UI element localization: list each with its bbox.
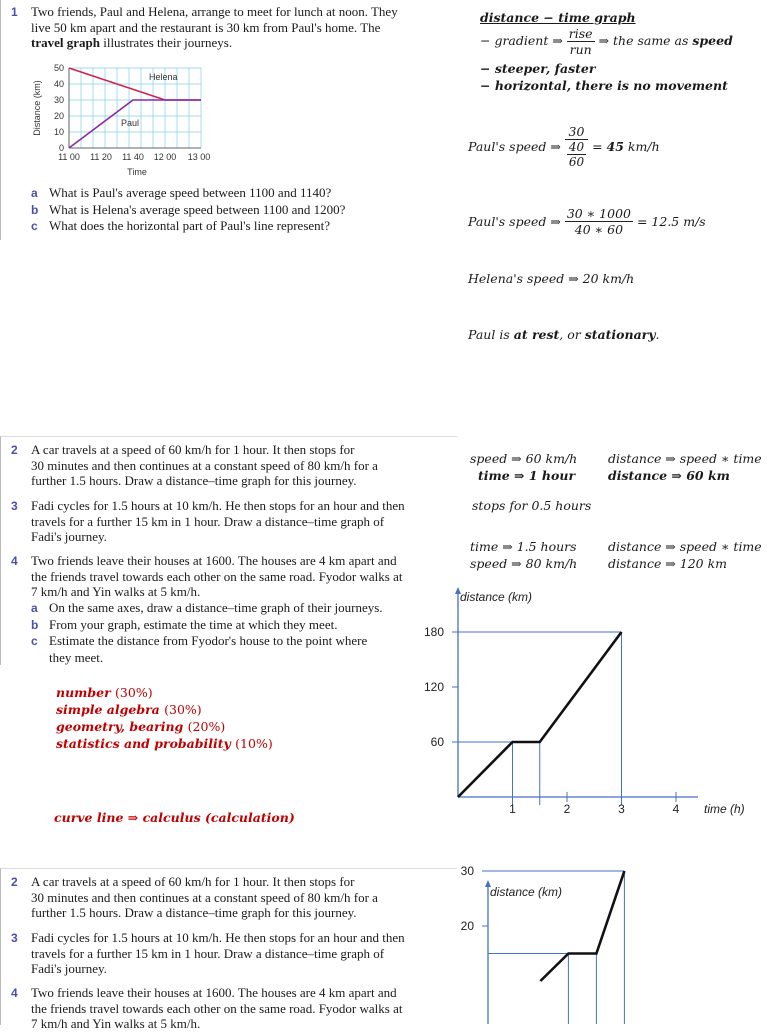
topic-weights [56,684,273,752]
question-3-text: Fadi cycles for 1.5 hours at 10 km/h. He then stops for an hour and then travels for a further 15 km in 1 hour. Draw a distance–time graph of Fadi's journey. [31,930,405,976]
paul-speed-kmh: Paul's speed ⇒ $\frac{30}{\frac{40}{60}}$ = 45 km/h [468,124,660,169]
questions-2-4-repeat [0,868,457,1031]
list-item: simple algebra (30%) [56,702,202,717]
list-item: c Estimate the distance from Fyodor's house to the point where [31,633,368,648]
y-tick-label: 40 [53,79,64,89]
paul-speed-ms: Paul's speed ⇒ $\frac{30 ∗ 1000}{40 ∗ 60}$ = 12.5 m/s [468,206,706,237]
question-number: 4 [11,986,18,1000]
fadi-distance-time-graph [440,864,768,1024]
x-axis-label: Time [127,167,147,177]
x-tick-label: 1 [509,802,516,816]
notes-panel-2 [460,448,766,578]
car-distance-time-graph [410,585,768,825]
question-number: 3 [11,931,18,945]
x-axis-label: time (h) [704,802,745,816]
question-4-text: Two friends leave their houses at 1600. The houses are 4 km apart and the friends travel towards each other on the same road. Fyodor walks at 7 km/h and Yin walks at 5 km/h. [31,985,403,1031]
x-tick-label: 11 20 [90,152,112,162]
notes-panel-1 [466,0,766,360]
x-tick-label: 12 00 [153,152,177,162]
y-tick-label: 120 [423,680,444,694]
question-text: Two friends, Paul and Helena, arrange to meet for lunch at noon. They live 50 km apart and the restaurant is 30 km from Paul's home. The travel graph illustrates their journeys. [31,4,398,50]
curve-line-note: curve line ⇒ calculus (calculation) [54,810,295,825]
list-item: c What does the horizontal part of Paul's line represent? [31,218,331,233]
y-tick-label: 20 [53,111,64,121]
question-4-subquestions: a On the same axes, draw a distance–time graph of their journeys. b From your graph, estimate the time at which they meet. c Estimate the distance from Fyodor's house to the point where they meet. [31,600,383,665]
label-paul: Paul [121,118,140,128]
axis-ticks [424,625,680,816]
note-time: time ⇒ 1 hour [478,468,576,483]
note-distance-formula: distance ⇒ speed ∗ time [608,451,762,466]
y-axis-label: Distance (km) [32,80,42,136]
question-number: 3 [11,499,18,513]
question-2-text: A car travels at a speed of 60 km/h for 1 hour. It then stops for 30 minutes and then continues at a constant speed of 80 km/h for a further 1.5 hours. Draw a distance–time graph for this journey. [31,442,378,488]
y-tick-label: 60 [430,735,444,749]
list-item: statistics and probability (10%) [56,736,273,751]
helena-speed: Helena's speed ⇒ 20 km/h [468,271,635,286]
x-tick-label: 13 00 [187,152,211,162]
note-distance-2: distance ⇒ 120 km [608,556,728,571]
note-distance: distance ⇒ 60 km [608,468,730,483]
y-tick-label: 0 [58,143,64,153]
notes-title: distance − time graph [480,10,636,25]
x-tick-label: 11 00 [58,152,80,162]
questions-2-4 [0,436,457,665]
y-tick-label: 10 [53,127,64,137]
y-tick-label: 50 [53,63,64,73]
note-distance-formula-2: distance ⇒ speed ∗ time [608,539,762,554]
question-3-text: Fadi cycles for 1.5 hours at 10 km/h. He then stops for an hour and then travels for a further 15 km in 1 hour. Draw a distance–time graph of Fadi's journey. [31,498,405,544]
question-1 [0,0,457,240]
note-time-2: time ⇒ 1.5 hours [470,539,577,554]
horizontal-note: − horizontal, there is no movement [480,78,728,93]
y-tick-label: 20 [460,919,474,933]
steeper-note: − steeper, faster [480,61,596,76]
subquestions [31,185,457,235]
x-tick-label: 4 [672,802,680,816]
gradient-note: − gradient ⇒ $\frac{\text{rise}}{\text{run}}$ ⇒ the same as speed [480,26,733,57]
note-speed-2: speed ⇒ 80 km/h [470,556,578,571]
question-number: 2 [11,443,18,457]
rest-note: Paul is at rest, or stationary. [468,327,660,342]
question-2-text: A car travels at a speed of 60 km/h for 1 hour. It then stops for 30 minutes and then continues at a constant speed of 80 km/h for a further 1.5 hours. Draw a distance–time graph for this journey. [31,874,378,920]
x-tick-label: 11 40 [122,152,144,162]
graph-grid [69,68,201,148]
y-tick-label: 180 [423,625,444,639]
note-speed: speed ⇒ 60 km/h [470,451,578,466]
question-number: 2 [11,875,18,889]
travel-graph [29,58,219,182]
note-stops: stops for 0.5 hours [472,498,592,513]
y-tick-label: 30 [53,95,64,105]
list-item: geometry, bearing (20%) [56,719,226,734]
axis-ticks [461,864,488,933]
list-item: a On the same axes, draw a distance–time graph of their journeys. [31,600,383,615]
guide-lines [458,632,622,805]
question-4-text: Two friends leave their houses at 1600. The houses are 4 km apart and the friends travel towards each other on the same road. Fyodor walks at 7 km/h and Yin walks at 5 km/h. [31,553,403,599]
list-item: b From your graph, estimate the time at which they meet. [31,616,338,632]
y-axis-label: distance (km) [490,885,563,899]
y-tick-label: 30 [460,864,474,878]
list-item: b What is Helena's average speed between 1100 and 1200? [31,201,346,217]
x-tick-label: 2 [563,802,571,816]
y-axis-label: distance (km) [460,590,533,604]
question-number: 4 [11,554,18,568]
label-helena: Helena [149,72,178,82]
x-tick-label: 3 [618,802,625,816]
question-number: 1 [11,5,18,19]
list-item: a What is Paul's average speed between 1100 and 1140? [31,185,332,200]
list-item: number (30%) [56,685,153,700]
